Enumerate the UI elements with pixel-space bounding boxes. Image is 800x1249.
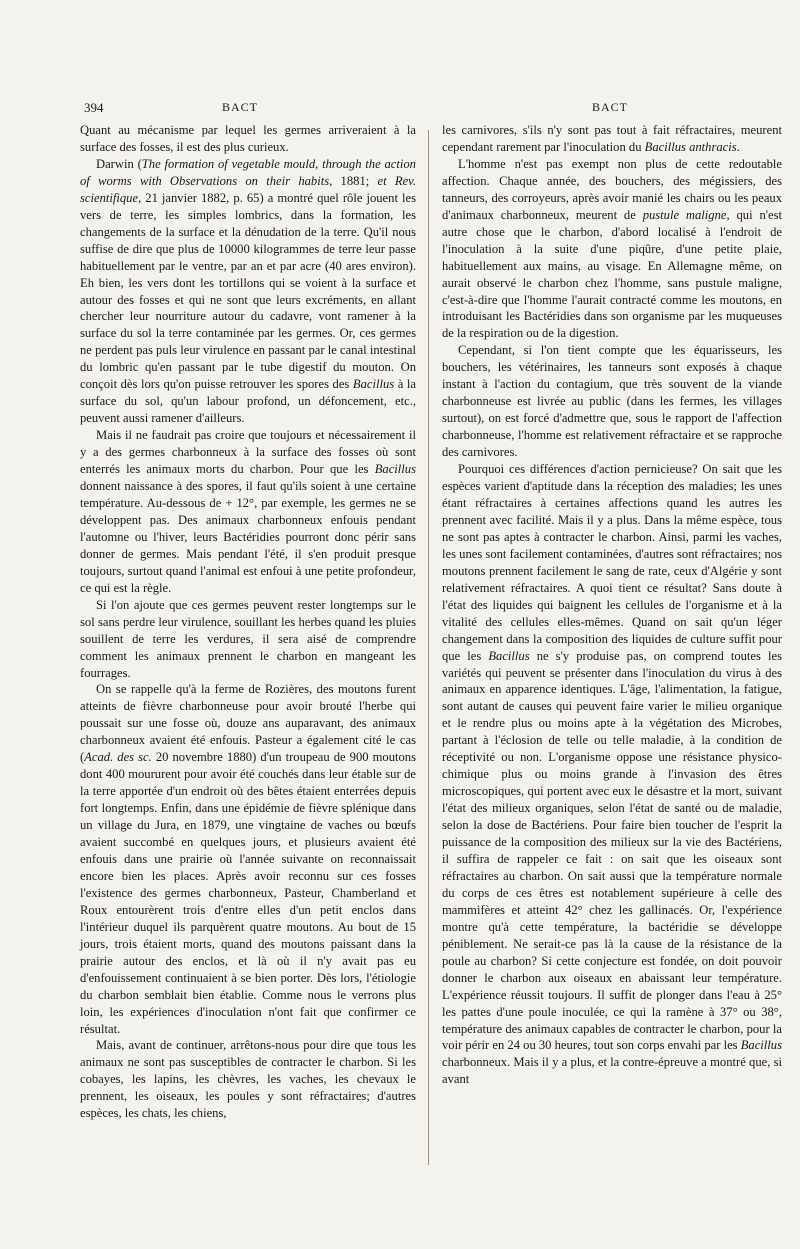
paragraph-text: . <box>736 139 740 154</box>
column-divider <box>428 130 429 1165</box>
paragraph-text: Mais il ne faudrait pas croire que toujours et nécessairement il y a des germes charbonneux à la surface des fosses où sont enterrés les animaux morts du charbon. Pour que les <box>80 428 416 477</box>
species-name: Bacillus <box>740 1038 782 1053</box>
paragraph <box>80 681 416 1037</box>
paragraph <box>80 156 416 427</box>
paragraph-text: , 21 janvier 1882, p. 65) a montré quel rôle jouent les vers de terre, les simples lombrics, dans la formation, les changements de la surface et la dénudation de la terre. Qu'il nous suffise de dire que plus de 10000 kilogrammes de terre leur passe habituellement par le ventre, par an et par acre (40 ares environ). Eh bien, les vers dont les tortillons qui se voient à la surface et autour des fosses et qui ne sont que leurs excréments, en allant chercher leur nourriture autour du cadavre, vont ramener à la surface du sol la terre contaminée par les germes. Or, ces germes ne perdent pas puls leur virulence en passant par le canal intestinal du lombric qu'en passant par le tube digestif du mouton. On conçoit dès lors qu'on puisse retrouver les spores des <box>80 190 416 392</box>
paragraph-text: Si l'on ajoute que ces germes peuvent rester longtemps sur le sol sans perdre leur virulence, souillant les herbes quand les pluies souillent de terre les verdures, il sera aisé de comprendre comment les animaux prennent le charbon en mangeant les fourrages. <box>80 597 416 680</box>
paragraph-text: Quant au mécanisme par lequel les germes arriveraient à la surface des fosses, il est des plus curieux. <box>80 123 416 154</box>
paragraph-text: On se rappelle qu'à la ferme de Rozières, des moutons furent atteints de fièvre charbonneuse pour avoir brouté l'herbe qui poussait sur une fosse où, douze ans auparavant, des animaux charbonneux avaient été enfouis. Pasteur a également cité le cas ( <box>80 682 416 765</box>
paragraph-text: les carnivores, s'ils n'y sont pas tout à fait réfractaires, meurent cependant rarement par l'inoculation du <box>442 123 782 154</box>
paragraph-text: Pourquoi ces différences d'action pernicieuse? On sait que les espèces varient d'aptitude dans la réception des maladies; les unes étant réfractaires à certaines affections quand les autres les prennent avec facilité. Mais il y a plus. Dans la même espèce, tous ne sont pas aptes à contracter le charbon. Ainsi, parmi les vaches, les unes sont facilement contaminées, d'autres sont réfractaires; nos moutons prennent facilement le sang de rate, ceux d'Algérie y sont relativement réfractaires. A quoi tient ce résultat? Sans doute à l'état des liquides qui baignent les cellules de l'organisme et à la vitalité des cellules elles-mêmes. Quand on sait qu'un léger changement dans la composition des liquides de culture suffit pour que les <box>442 462 782 663</box>
left-column <box>80 122 416 1122</box>
paragraph <box>442 122 782 156</box>
page-header <box>0 100 800 120</box>
paragraph <box>80 122 416 156</box>
paragraph <box>442 342 782 461</box>
species-name: Bacillus <box>488 648 530 663</box>
paragraph <box>80 597 416 682</box>
book-title: The formation of vegetable mould, through the action of worms with Observations on their habits <box>80 156 416 188</box>
paragraph-text: Cependant, si l'on tient compte que les équarisseurs, les bouchers, les vétérinaires, les tanneurs sont exposés à chaque instant à l'action du contagium, que très souvent de la viande charbonneuse est livrée au public (dans les fermes, les villages surtout), on est forcé d'admettre que, sous le rapport de l'affection charbonneuse, l'homme est relativement réfractaire et se rapproche des carnivores. <box>442 343 782 460</box>
disease-name: pustule maligne <box>642 207 727 222</box>
paragraph-text: à la surface du sol, qu'un labour profond, un défoncement, etc., peuvent aussi ramener d'ailleurs. <box>80 377 416 426</box>
right-column <box>442 122 782 1088</box>
page-number: 394 <box>84 100 104 115</box>
paragraph-text: , qui n'est autre chose que le charbon, d'abord localisé à l'endroit de l'inoculation à la suite d'une piqûre, d'une petite plaie, habituellement aux mains, au visage. En Allemagne même, on aurait observé le charbon chez l'homme, sans pustule maligne, c'est-à-dire que l'homme l'aurait contracté comme les moutons, en introduisant les Bactéridies dans son organisme par les muqueuses de la respiration ou de la digestion. <box>442 207 782 341</box>
paragraph <box>80 427 416 597</box>
paragraph-text: L'homme n'est pas exempt non plus de cette redoutable affection. Chaque année, des bouchers, des mégissiers, des tanneurs, des corroyeurs, après avoir manié les chairs ou les peaux d'animaux charbonneux, meurent de <box>442 156 782 222</box>
running-head-left: BACT <box>222 100 259 114</box>
paragraph <box>442 156 782 342</box>
paragraph <box>442 461 782 1088</box>
paragraph-text: charbonneux. Mais il y a plus, et la contre-épreuve a montré que, si avant <box>442 1055 782 1087</box>
paragraph <box>80 1037 416 1122</box>
paragraph-text: Mais, avant de continuer, arrêtons-nous pour dire que tous les animaux ne sont pas susceptibles de contracter le charbon. Si les cobayes, les lapins, les chèvres, les vaches, les chevaux le prennent, les oiseaux, les poules y sont réfractaires; d'autres espèces, les chats, les chiens, <box>80 1038 416 1121</box>
paragraph-text: 20 novembre 1880) d'un troupeau de 900 moutons dont 400 moururent pour avoir été couchés dans leur étable sur de la terre apportée d'un endroit où des bêtes étaient enterrées depuis fort longtemps. Enfin, dans une épidémie de fièvre splénique dans un village du Jura, en 1879, une vingtaine de vaches ou bœufs avaient succombé en quelques jours, et plusieurs avaient été enfouis dans une prairie où l'année suivante on reconnaissait encore bien les places. Après avoir reconnu sur ces fosses l'existence des germes charbonneux, Pasteur, Chamberland et Roux entourèrent trois d'entre elles d'un petit enclos dans l'intérieur duquel ils parquèrent quatre moutons. Au bout de 15 jours, trois étaient morts, quand des moutons paissant dans la prairie autour des enclos, et là où il n'y avait pas eu d'enfouissement continuaient à se bien porter. Dès lors, l'étiologie du charbon semblait bien établie. Comme nous le verrons plus loin, les expériences d'inoculation n'ont fait que confirmer ce résultat. <box>80 750 416 1036</box>
species-name: Bacillus <box>374 462 416 477</box>
running-head-right: BACT <box>592 100 629 114</box>
paragraph-text: , 1881; <box>329 173 378 188</box>
species-name: Bacillus <box>352 377 395 392</box>
paragraph-text: donnent naissance à des spores, il faut qu'ils soient à une certaine température. Au-dessous de + 12°, par exemple, les germes ne se développent pas. Des animaux charbonneux enfouis pendant l'automne ou l'hiver, leurs Bactéridies pourront donc périr sans donner de germes. Mais pendant l'été, il s'en produit presque toujours, surtout quand l'animal est enfoui à une petite profondeur, ce qui est la règle. <box>80 479 416 595</box>
paragraph-text: ne s'y produise pas, on comprend toutes les variétés qui peuvent se présenter dans l'inoculation du virus à des animaux en apparence identiques. L'âge, l'alimentation, la fatigue, sont autant de causes qui peuvent faire varier le milieu organique et le rendre plus ou moins apte à la végétation des Microbes, partant à l'éclosion de telle ou telle maladie, à la condition de réceptivité ou non. L'organisme oppose une résistance physico-chimique plus ou moins grande à l'invasion des êtres microscopiques, qui portent avec eux le désastre et la mort, suivant l'état des milieux organiques, selon l'état de santé ou de maladie, selon la dose de Bactériens. Pour faire bien toucher de l'esprit la puissance de la composition des milieux sur la vie des Bactériens, il suffira de rappeler ce fait : on sait que les oiseaux sont réfractaires au charbon. On sait aussi que la température normale du corps de ces êtres est notablement supérieure à celle des mammifères et atteint 42° chez les gallinacés. Or, l'expérience montre qu'à cette température, la bactéridie se développe péniblement. Ne serait-ce pas là la cause de la résistance de la poule au charbon? Si cette conjecture est fondée, on doit pouvoir donner le charbon aux oiseaux en abaissant leur température. L'expérience réussit toujours. Il suffit de plonger dans l'eau à 25° les pattes d'une poule inoculée, ce qui la ramène à 37° ou 38°, température des animaux capables de contracter le charbon, pour la voir périr en 24 ou 30 heures, tout son corps envahi par les <box>442 648 782 1053</box>
paragraph-text: Darwin ( <box>96 156 142 171</box>
species-name: Bacillus anthracis <box>644 139 737 154</box>
journal-title: et Rev. scientifique <box>80 173 416 205</box>
journal-title: Acad. des sc. <box>84 750 152 765</box>
